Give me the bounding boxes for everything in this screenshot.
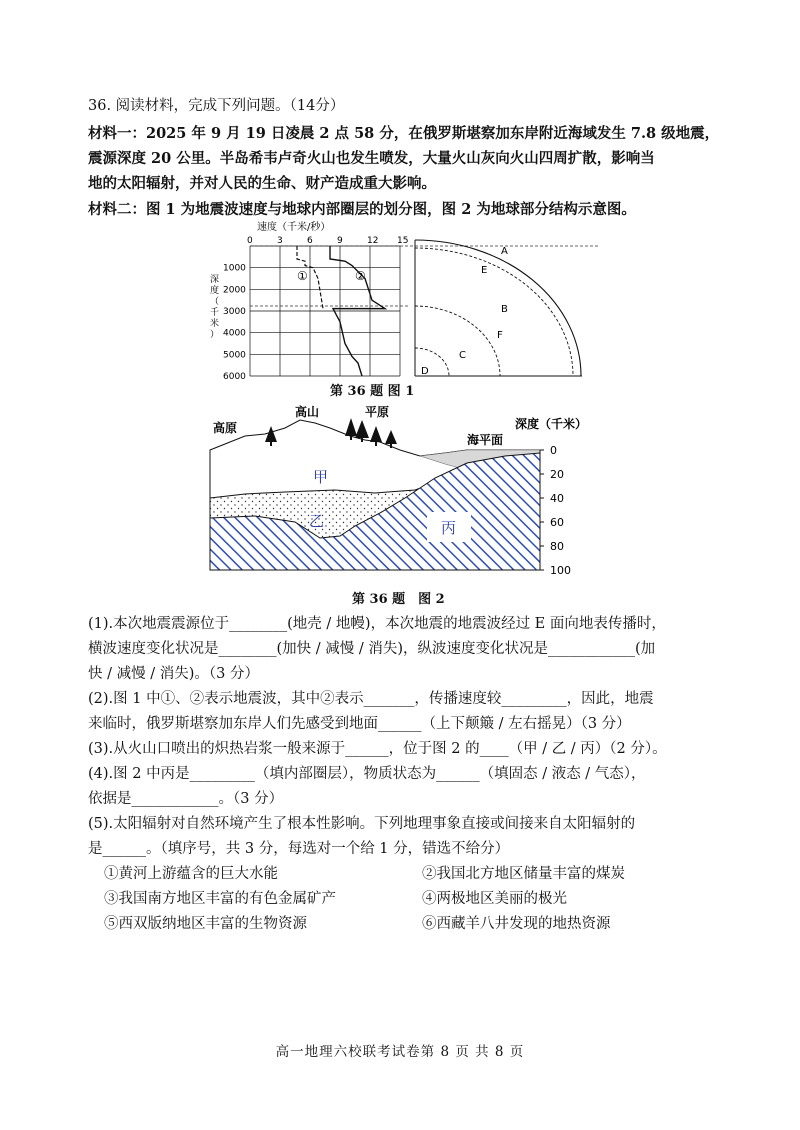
figure-2-caption: 第 36 题 图 2 — [352, 592, 445, 607]
layer-label-f: F — [497, 330, 503, 341]
depth-label-char: 深 — [210, 275, 220, 285]
figure-2 — [205, 398, 600, 586]
depth-ticks — [540, 444, 571, 577]
page-footer: 高一地理六校联考试卷第 8 页 共 8 页 — [275, 1044, 525, 1060]
option-2: ②我国北方地区储量丰富的煤炭 — [422, 866, 625, 882]
material-1-line-3: 地的太阳辐射，并对人民的生命、财产造成重大影响。 — [88, 175, 436, 192]
depth-tick-label: 100 — [550, 564, 571, 577]
wave-2-label: ② — [355, 269, 366, 283]
option-1: ①黄河上游蕴含的巨大水能 — [104, 866, 278, 882]
question-line-1: (1).本次地震震源位于________(地壳 / 地幔)，本次地震的地震波经过 E 面向地表传播时， — [88, 616, 666, 632]
depth-tick-label: 0 — [550, 444, 557, 457]
material-1-line-1: 材料一：2025 年 9 月 19 日凌晨 2 点 58 分，在俄罗斯堪察加东岸附近海域发生 7.8 级地震， — [88, 125, 720, 142]
depth-tick-label: 5000 — [223, 350, 246, 361]
material-1-line-2: 震源深度 20 公里。半岛希韦卢奇火山也发生喷发，大量火山灰向火山四周扩散，影响当 — [88, 150, 655, 167]
depth-label-char: （ — [210, 297, 220, 307]
question-line-4: (2).图 1 中①、②表示地震波，其中②表示_______，传播速度较_________，因此，地震 — [88, 691, 654, 707]
speed-tick-label: 6 — [307, 236, 313, 246]
question-line-10: 是______。（填序号，共 3 分，每选对一个给 1 分，错选不给分） — [88, 841, 510, 857]
option-5: ⑤西双版纳地区丰富的生物资源 — [104, 916, 307, 932]
layer-label-e: E — [481, 265, 488, 276]
speed-axis-label: 速度（千米/秒） — [257, 222, 331, 233]
jia-label: 甲 — [313, 468, 329, 486]
earth-structure-diagram — [415, 240, 582, 376]
depth-label-char: 度 — [210, 286, 220, 296]
depth-label-char: ） — [210, 330, 220, 340]
plain-label: 平原 — [365, 405, 390, 419]
depth-label-char: 米 — [210, 319, 220, 329]
option-6: ⑥西藏羊八井发现的地热资源 — [422, 916, 611, 932]
plateau-label: 高原 — [213, 421, 238, 435]
depth-tick-label: 3000 — [223, 307, 246, 317]
depth-title-label: 深度（千米） — [515, 417, 588, 431]
figure-1-caption: 第 36 题 图 1 — [330, 384, 415, 399]
depth-label-char: 千 — [210, 308, 220, 318]
depth-tick-label: 6000 — [223, 372, 246, 382]
question-line-9: (5).太阳辐射对自然环境产生了根本性影响。下列地理事象直接或间接来自太阳辐射的 — [88, 816, 636, 832]
speed-tick-label: 12 — [367, 236, 379, 246]
layer-label-c: C — [459, 350, 466, 361]
layer-label-b: B — [501, 304, 508, 315]
question-line-8: 依据是____________。（3 分） — [88, 791, 284, 807]
mountain-label: 高山 — [295, 405, 320, 419]
option-4: ④两极地区美丽的极光 — [422, 891, 567, 907]
speed-tick-label: 9 — [337, 236, 343, 246]
speed-tick-label: 3 — [277, 236, 283, 246]
question-line-2: 横波速度变化状况是________(加快 / 减慢 / 消失)，纵波速度变化状况是____________(加 — [88, 641, 656, 657]
question-title: 36. 阅读材料，完成下列问题。（14分） — [88, 98, 345, 114]
depth-tick-label: 1000 — [223, 263, 246, 274]
depth-tick-label: 80 — [550, 540, 564, 553]
depth-tick-label: 4000 — [223, 328, 246, 339]
sea-level-label: 海平面 — [467, 433, 504, 447]
question-line-7: (4).图 2 中丙是_________（填内部圈层），物质状态为______（填固态 / 液态 / 气态）， — [88, 766, 646, 782]
figure-1 — [205, 218, 600, 398]
speed-tick-label: 15 — [397, 236, 409, 246]
question-line-5: 来临时，俄罗斯堪察加东岸人们先感受到地面______（上下颠簸 / 左右摇晃）（3 分） — [88, 716, 631, 732]
layer-label-a: A — [501, 246, 508, 257]
depth-axis-label-vertical — [210, 274, 219, 340]
question-line-6: (3).从火山口喷出的炽热岩浆一般来源于______，位于图 2 的____（甲 / 乙 / 丙）（2 分）。 — [88, 741, 667, 757]
chart-grid — [250, 246, 400, 376]
option-3: ③我国南方地区丰富的有色金属矿产 — [104, 891, 336, 907]
bing-label: 丙 — [441, 519, 457, 537]
material-2: 材料二：图 1 为地震波速度与地球内部圈层的划分图，图 2 为地球部分结构示意图。 — [88, 201, 636, 218]
depth-tick-label: 20 — [550, 468, 564, 481]
speed-tick-label: 0 — [247, 236, 253, 246]
wave-1-label: ① — [297, 269, 308, 283]
depth-tick-label: 60 — [550, 516, 564, 529]
depth-tick-labels — [223, 264, 246, 382]
layer-label-d: D — [421, 366, 429, 377]
question-line-3: 快 / 减慢 / 消失)。（3 分） — [88, 666, 259, 682]
depth-tick-label: 2000 — [223, 285, 246, 296]
speed-tick-labels — [247, 236, 408, 246]
depth-tick-label: 40 — [550, 492, 564, 505]
yi-label: 乙 — [309, 512, 325, 530]
